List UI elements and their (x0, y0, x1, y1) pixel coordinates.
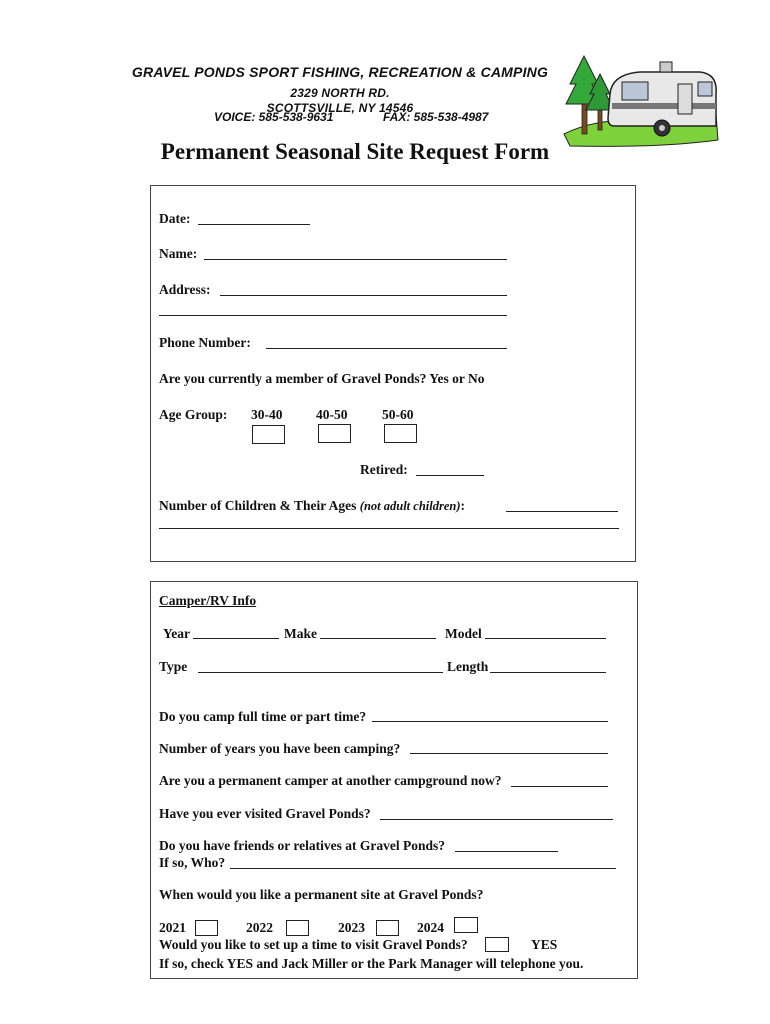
permanent-camper-field[interactable] (511, 786, 608, 787)
children-field-line2[interactable] (159, 528, 619, 529)
age-30-40-checkbox[interactable] (252, 425, 285, 444)
trailer-icon (608, 62, 716, 136)
address-field-line2[interactable] (159, 315, 507, 316)
visit-question: Would you like to set up a time to visit Gravel Ponds? (159, 937, 468, 952)
age-option-30-40: 30-40 (251, 407, 283, 422)
year-option-2023: 2023 (338, 920, 365, 935)
year-label: Year (163, 626, 190, 641)
yes-label: YES (531, 937, 558, 952)
length-field[interactable] (490, 672, 606, 673)
date-label: Date: (159, 211, 191, 226)
type-field[interactable] (198, 672, 443, 673)
camper-rv-heading: Camper/RV Info (159, 593, 257, 608)
visited-question: Have you ever visited Gravel Ponds? (159, 806, 371, 821)
who-question: If so, Who? (159, 855, 226, 870)
year-option-2022: 2022 (246, 920, 273, 935)
visited-field[interactable] (380, 819, 613, 820)
name-label: Name: (159, 246, 198, 261)
make-field[interactable] (320, 638, 436, 639)
age-group-label: Age Group: (159, 407, 228, 422)
phone-field[interactable] (266, 348, 507, 349)
fulltime-question: Do you camp full time or part time? (159, 709, 367, 724)
city-address: SCOTTSVILLE, NY 14546 (266, 101, 414, 115)
children-note: (not adult children) (359, 499, 461, 513)
children-field-line1[interactable] (506, 511, 618, 512)
make-label: Make (284, 626, 317, 641)
fax-number: FAX: 585-538-4987 (383, 110, 489, 124)
age-option-50-60: 50-60 (382, 407, 414, 422)
street-address: 2329 NORTH RD. (290, 86, 390, 100)
retired-label: Retired: (360, 462, 408, 477)
age-40-50-checkbox[interactable] (318, 424, 351, 443)
callback-note: If so, check YES and Jack Miller or the Park Manager will telephone you. (159, 956, 584, 971)
children-label: Number of Children & Their Ages (not adult children): (159, 498, 465, 513)
year-2021-checkbox[interactable] (195, 920, 218, 936)
year-2024-checkbox[interactable] (454, 917, 478, 933)
camper-trailer-illustration (560, 44, 720, 150)
age-option-40-50: 40-50 (316, 407, 348, 422)
date-field[interactable] (198, 224, 310, 225)
address-label: Address: (159, 282, 211, 297)
type-label: Type (159, 659, 188, 674)
year-2023-checkbox[interactable] (376, 920, 399, 936)
friends-field[interactable] (455, 851, 558, 852)
year-option-2021: 2021 (159, 920, 186, 935)
age-50-60-checkbox[interactable] (384, 424, 417, 443)
voice-number: VOICE: 585-538-9631 (214, 110, 334, 124)
who-field[interactable] (230, 868, 616, 869)
year-field[interactable] (193, 638, 279, 639)
fulltime-field[interactable] (372, 721, 608, 722)
year-2022-checkbox[interactable] (286, 920, 309, 936)
page-title: Permanent Seasonal Site Request Form (160, 139, 550, 164)
permanent-camper-question: Are you a permanent camper at another campground now? (159, 773, 502, 788)
when-question: When would you like a permanent site at Gravel Ponds? (159, 887, 484, 902)
address-field-line1[interactable] (220, 295, 507, 296)
name-field[interactable] (204, 259, 507, 260)
friends-question: Do you have friends or relatives at Gravel Ponds? (159, 838, 445, 853)
model-label: Model (445, 626, 482, 641)
org-name: GRAVEL PONDS SPORT FISHING, RECREATION & CAMPING (131, 64, 549, 80)
member-question: Are you currently a member of Gravel Ponds? Yes or No (159, 371, 485, 386)
year-option-2024: 2024 (417, 920, 444, 935)
phone-label: Phone Number: (159, 335, 251, 350)
years-camping-field[interactable] (410, 753, 608, 754)
retired-field[interactable] (416, 475, 484, 476)
model-field[interactable] (485, 638, 606, 639)
length-label: Length (447, 659, 489, 674)
years-camping-question: Number of years you have been camping? (159, 741, 401, 756)
visit-yes-checkbox[interactable] (485, 937, 509, 952)
